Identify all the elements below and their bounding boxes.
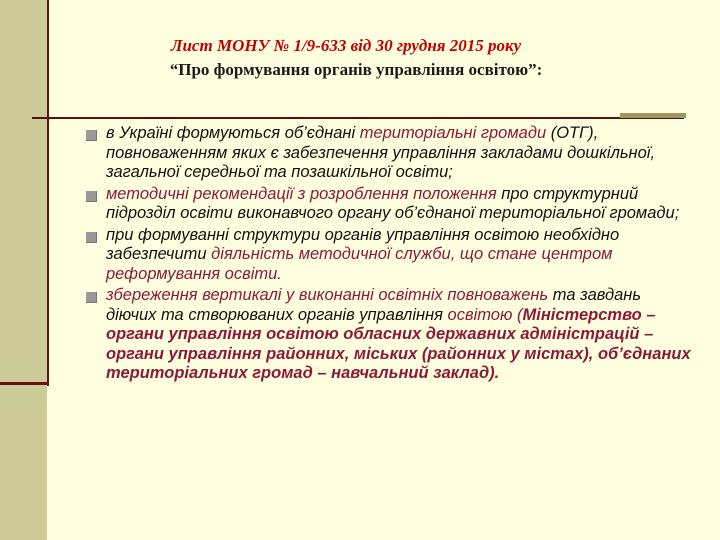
bullet-1-text: в Україні формуються об’єднані [106,124,360,142]
bullet-4-bold-highlight: Міністерство – органи управління освітою обласних державних адміністрацій – органи управління районних, міських (районних у містах), об’єднаних територіальних громад – навчальний заклад). [106,305,691,382]
bullet-item-2 [86,185,692,224]
bullet-4-highlight-2: освітою ( [447,305,523,324]
bullet-4-highlight: збереження вертикалі у виконанні освітніх повноважень [106,286,549,304]
left-band-edge-line [47,0,49,386]
bullet-1-highlight: територіальні громади [359,124,547,142]
bullet-3-highlight: діяльність методичної служби, що стане центром реформування освіти. [106,245,613,283]
slide-title: Лист МОНУ № 1/9-633 від 30 грудня 2015 року [170,36,522,55]
bullet-1-text-end: (ОТГ), повноваженням яких є забезпечення управління закладами дошкільної, загальної середньої та позашкільної освіти; [106,124,656,181]
bullet-item-3 [86,226,692,285]
bullet-3-text: при формуванні структури органів управління освітою необхідно забезпечити [106,225,620,263]
left-band-foot-line [0,382,49,385]
square-bullet-icon [86,232,97,243]
title-divider [32,117,684,119]
bullet-4-text: та завдань діючих та створюваних органів управління [106,286,642,324]
bullet-item-1 [86,124,692,183]
bullet-item-4 [86,286,692,384]
square-bullet-icon [86,191,97,202]
slide-subtitle: “Про формування органів управління освітою”: [169,60,543,79]
square-bullet-icon [86,130,97,141]
left-decor-band [0,0,47,540]
square-bullet-icon [86,292,97,303]
bullet-2-text: про структурний підрозділ освіти виконавчого органу об’єднаної територіальної громади; [106,184,680,222]
title-divider-accent [620,113,686,118]
bullet-2-highlight: методичні рекомендації з розроблення положення [106,184,497,203]
bullet-list [86,124,692,386]
